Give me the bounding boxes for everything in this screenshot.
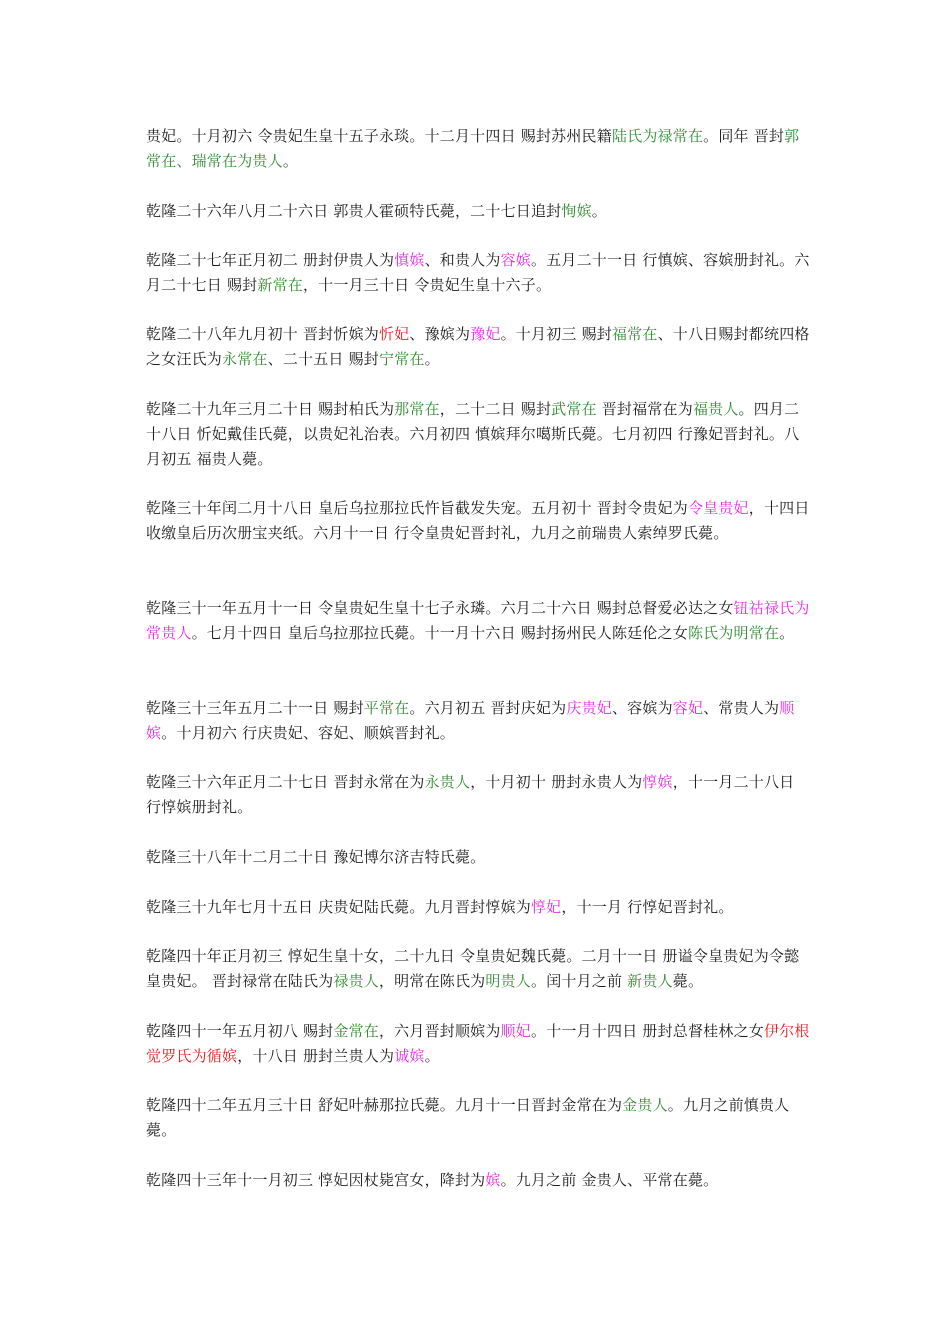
paragraph-text: ，十一月二十八日 行惇嫔册封礼。	[146, 773, 795, 816]
highlighted-title-text: 福贵人	[692, 400, 739, 418]
highlighted-title-text: 平常在	[363, 699, 410, 717]
paragraph-text: 、常贵人为	[703, 699, 780, 717]
highlighted-title-text: 宁常在	[379, 350, 425, 368]
paragraph-text: 乾隆四十二年五月三十日 舒妃叶赫那拉氏薨。九月十一日晋封金常在为	[146, 1096, 623, 1114]
paragraph	[146, 322, 810, 372]
paragraph-text: 。四月二十八日 忻妃戴佳氏薨，以贵妃礼治表。六月初四 慎嫔拜尔噶斯氏薨。七月初四 行豫妃晋封礼。八月初五 福贵人薨。	[146, 400, 800, 468]
paragraph	[146, 1168, 810, 1193]
paragraph-text: 晋封福常在为	[596, 400, 693, 418]
paragraph	[146, 596, 810, 646]
highlighted-title-text: 嫔	[485, 1171, 501, 1189]
highlighted-title-text: 陈氏为明常在	[687, 624, 780, 642]
paragraph-text: ，十一月 行惇妃晋封礼。	[561, 898, 734, 916]
paragraph	[146, 770, 810, 820]
highlighted-title-text: 武常在	[551, 400, 597, 418]
paragraph-text: 乾隆三十八年十二月二十日 豫妃博尔济吉特氏薨。	[146, 848, 486, 866]
paragraph-text: ，十月初十 册封永贵人为	[470, 773, 643, 791]
highlighted-title-text: 顺妃	[500, 1022, 531, 1040]
paragraph-text: 乾隆三十年闰二月十八日 皇后乌拉那拉氏忤旨截发失宠。五月初十 晋封令贵妃为	[146, 499, 688, 517]
highlighted-title-text: 新常在	[257, 276, 303, 294]
paragraph-text: 。	[424, 1047, 440, 1065]
highlighted-title-text: 陆氏为禄常在	[611, 127, 704, 145]
paragraph-text: 、十八日赐封都统四格之女汪氏为	[146, 325, 810, 368]
highlighted-title-text: 郭常在、瑞常在为贵人	[146, 127, 800, 170]
paragraph-text: 。十月初三 赐封	[500, 325, 612, 343]
paragraph-text: 。	[779, 624, 795, 642]
paragraph-text: 贵妃。十月初六 令贵妃生皇十五子永琰。十二月十四日 赐封苏州民籍	[146, 127, 612, 145]
highlighted-title-text: 那常在	[394, 400, 440, 418]
paragraph-text: 。同年 晋封	[703, 127, 785, 145]
paragraph-text: 乾隆四十三年十一月初三 惇妃因杖毙宫女，降封为	[146, 1171, 486, 1189]
paragraph-text: ，十一月三十日 令贵妃生皇十六子。	[302, 276, 552, 294]
paragraph-text: 、二十五日 赐封	[267, 350, 379, 368]
paragraph	[146, 199, 810, 224]
paragraph-text: ，二十二日 赐封	[439, 400, 552, 418]
paragraph-text: 。九月之前 金贵人、平常在薨。	[500, 1171, 719, 1189]
highlighted-title-text: 金常在	[333, 1022, 379, 1040]
highlighted-title-text: 容嫔	[500, 251, 531, 269]
highlighted-title-text: 明贵人	[485, 972, 531, 990]
paragraph	[146, 496, 810, 546]
highlighted-title-text: 庆贵妃	[566, 699, 612, 717]
highlighted-title-text: 诚嫔	[394, 1047, 425, 1065]
paragraph-text: 。	[424, 350, 440, 368]
highlighted-title-text: 永常在	[222, 350, 268, 368]
paragraph-text: ，十八日 册封兰贵人为	[237, 1047, 395, 1065]
paragraph	[146, 397, 810, 472]
paragraph-text: 。十月初六 行庆贵妃、容妃、顺嫔晋封礼。	[161, 724, 455, 742]
paragraph-text: 乾隆二十八年九月初十 晋封忻嫔为	[146, 325, 379, 343]
highlighted-title-text: 金贵人	[622, 1096, 668, 1114]
paragraph-text: 乾隆二十七年正月初二 册封伊贵人为	[146, 251, 395, 269]
paragraph-text: ，六月晋封顺嫔为	[378, 1022, 501, 1040]
paragraph-text: 乾隆二十六年八月二十六日 郭贵人霍硕特氏薨，二十七日追封	[146, 202, 562, 220]
paragraph-text: 。	[282, 152, 299, 170]
highlighted-title-text: 福常在	[611, 325, 658, 343]
highlighted-title-text: 永贵人	[424, 773, 471, 791]
paragraph	[146, 696, 810, 746]
highlighted-title-text: 恂嫔	[561, 202, 592, 220]
paragraph	[146, 124, 810, 174]
paragraph-text: 乾隆四十年正月初三 惇妃生皇十女，二十九日 令皇贵妃魏氏薨。二月十一日 册谥令皇贵妃为令懿皇贵妃。 晋封禄常在陆氏为	[146, 947, 800, 990]
highlighted-title-text: 忻妃	[378, 325, 410, 343]
paragraph-text: 乾隆三十六年正月二十七日 晋封永常在为	[146, 773, 425, 791]
paragraph-text: 。十一月十四日 册封总督桂林之女	[531, 1022, 764, 1040]
highlighted-title-text: 钮祜禄氏为常贵人	[146, 599, 810, 642]
highlighted-title-text: 令皇贵妃	[687, 499, 749, 517]
paragraph-text: 。五月二十一日 行慎嫔、容嫔册封礼。六月二十七日 赐封	[146, 251, 810, 294]
paragraph	[146, 895, 810, 920]
highlighted-title-text: 伊尔根觉罗氏为循嫔	[146, 1022, 810, 1065]
highlighted-title-text: 容妃	[672, 699, 704, 717]
paragraph-text: 乾隆四十一年五月初八 赐封	[146, 1022, 334, 1040]
paragraph	[146, 845, 810, 870]
highlighted-title-text: 豫妃	[470, 325, 501, 343]
highlighted-title-text: 慎嫔	[394, 251, 425, 269]
paragraph	[146, 1019, 810, 1069]
paragraph-text: 、和贵人为	[424, 251, 501, 269]
paragraph-text: 。六月初五 晋封庆妃为	[409, 699, 567, 717]
paragraph-text: 乾隆二十九年三月二十日 赐封柏氏为	[146, 400, 395, 418]
paragraph-text: 乾隆三十九年七月十五日 庆贵妃陆氏薨。九月晋封惇嫔为	[146, 898, 531, 916]
paragraph-text: 乾隆三十三年五月二十一日 赐封	[146, 699, 364, 717]
paragraph	[146, 1093, 810, 1143]
highlighted-title-text: 惇嫔	[642, 773, 673, 791]
paragraph-text: 。闰十月之前	[531, 972, 628, 990]
paragraph-text: 、豫嫔为	[409, 325, 471, 343]
paragraph-text: 薨。	[672, 972, 704, 990]
paragraph-text: 、容嫔为	[611, 699, 673, 717]
highlighted-title-text: 顺嫔	[146, 699, 795, 742]
highlighted-title-text: 禄贵人	[333, 972, 379, 990]
paragraph	[146, 944, 810, 994]
paragraph-text: 。七月十四日 皇后乌拉那拉氏薨。十一月十六日 赐封扬州民人陈廷伦之女	[191, 624, 688, 642]
paragraph-text: 。九月之前慎贵人薨。	[146, 1096, 790, 1139]
highlighted-title-text: 新贵人	[627, 972, 673, 990]
paragraph	[146, 248, 810, 298]
paragraph-text: ，明常在陈氏为	[378, 972, 486, 990]
highlighted-title-text: 惇妃	[530, 898, 562, 916]
paragraph-text: ，十四日收缴皇后历次册宝夹纸。六月十一日 行令皇贵妃晋封礼，九月之前瑞贵人索绰罗氏薨。	[146, 499, 810, 542]
paragraph-text: 乾隆三十一年五月十一日 令皇贵妃生皇十七子永璘。六月二十六日 赐封总督爱必达之女	[146, 599, 734, 617]
paragraph-text: 。	[591, 202, 607, 220]
